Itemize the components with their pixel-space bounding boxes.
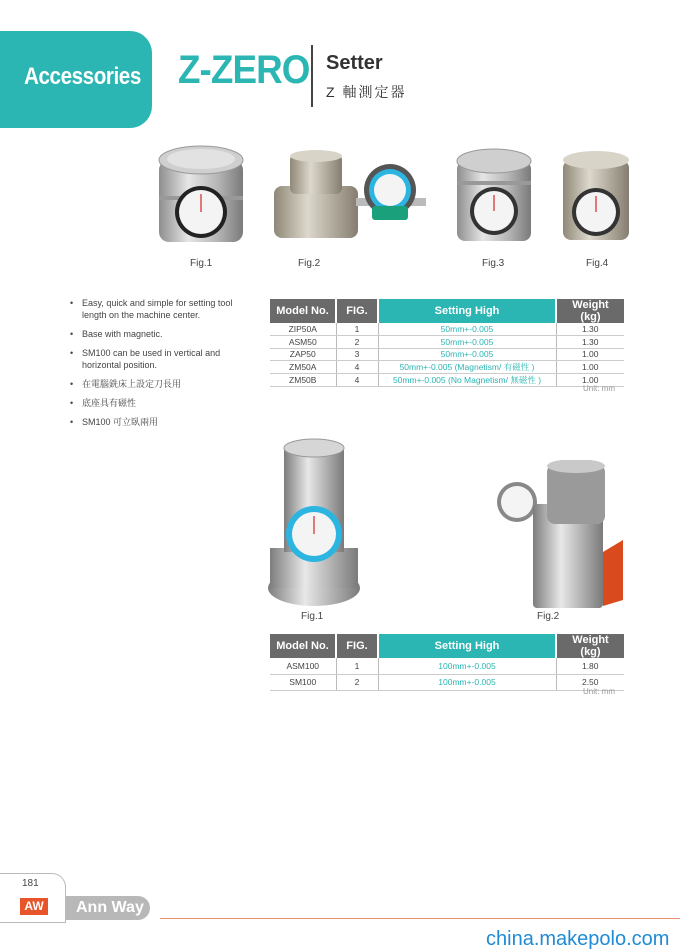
- cell-weight: 1.80: [556, 658, 624, 674]
- section-tab: [0, 31, 152, 128]
- fig-label-top-2: Fig.2: [298, 258, 321, 269]
- product-photo-zm50: [560, 148, 632, 244]
- logo-text: AW: [24, 899, 44, 913]
- page-number: 181: [22, 878, 39, 889]
- watermark: china.makepolo.com: [486, 928, 670, 950]
- page-title: Z-ZERO: [178, 48, 310, 92]
- col-weight: Weight (kg): [556, 299, 624, 323]
- cell-weight: 1.00: [556, 348, 624, 361]
- cell-fig: 1: [336, 323, 378, 336]
- table-header-row: [270, 634, 624, 658]
- cell-weight: 1.30: [556, 336, 624, 349]
- unit-label-2: Unit: mm: [583, 687, 615, 696]
- feature-list: [70, 297, 240, 435]
- section-tab-label: Accessories: [24, 63, 141, 90]
- cell-fig: 2: [336, 674, 378, 690]
- col-setting-high: Setting High: [378, 634, 556, 658]
- spec-table-2: [270, 634, 624, 691]
- footer-rule: [160, 918, 680, 919]
- feature-item: • Base with magnetic.: [70, 328, 240, 340]
- brand-logo: [20, 898, 48, 915]
- cell-weight: 1.00: [556, 374, 624, 387]
- table-row: [270, 674, 624, 690]
- cell-fig: 4: [336, 361, 378, 374]
- cell-setting: 50mm+-0.005 (Magnetism/ 有磁性 ): [378, 361, 556, 374]
- cell-weight: 2.50: [556, 674, 624, 690]
- product-photo-sm100: [495, 460, 625, 608]
- cell-setting: 100mm+-0.005: [378, 658, 556, 674]
- cell-model: ZM50B: [270, 374, 336, 387]
- cell-model: ASM100: [270, 658, 336, 674]
- product-photo-asm100: [266, 438, 362, 610]
- fig-label-top-3: Fig.3: [482, 258, 505, 269]
- fig-label-bottom-1: Fig.1: [301, 611, 324, 622]
- cell-fig: 3: [336, 348, 378, 361]
- cell-model: ZAP50: [270, 348, 336, 361]
- cell-weight: 1.30: [556, 323, 624, 336]
- table-row: [270, 361, 624, 374]
- cell-fig: 2: [336, 336, 378, 349]
- product-photo-asm50: [272, 150, 440, 242]
- cell-model: ZM50A: [270, 361, 336, 374]
- product-photo-zap50: [454, 145, 534, 245]
- cell-fig: 1: [336, 658, 378, 674]
- brand-name: Ann Way: [76, 899, 144, 916]
- product-photo-zip50a: [155, 140, 247, 248]
- cell-fig: 4: [336, 374, 378, 387]
- cell-model: ZIP50A: [270, 323, 336, 336]
- col-setting-high: Setting High: [378, 299, 556, 323]
- subtitle-cn: Z 軸測定器: [326, 84, 407, 100]
- col-fig: FIG.: [336, 634, 378, 658]
- subtitle-en: Setter: [326, 52, 383, 74]
- table-row: [270, 658, 624, 674]
- cell-setting: 100mm+-0.005: [378, 674, 556, 690]
- cell-setting: 50mm+-0.005: [378, 336, 556, 349]
- fig-label-bottom-2: Fig.2: [537, 611, 560, 622]
- table-header-row: [270, 299, 624, 323]
- fig-label-top-4: Fig.4: [586, 258, 609, 269]
- table-row: [270, 374, 624, 387]
- cell-weight: 1.00: [556, 361, 624, 374]
- cell-setting: 50mm+-0.005: [378, 323, 556, 336]
- cell-setting: 50mm+-0.005 (No Magnetism/ 無磁性 ): [378, 374, 556, 387]
- cell-model: SM100: [270, 674, 336, 690]
- table-row: [270, 336, 624, 349]
- feature-item: • 在電腦銑床上設定刀長用: [70, 378, 240, 390]
- feature-item: • 底座具有磁性: [70, 397, 240, 409]
- brand-badge: [66, 896, 150, 920]
- fig-label-top-1: Fig.1: [190, 258, 213, 269]
- cell-setting: 50mm+-0.005: [378, 348, 556, 361]
- spec-table-1: [270, 299, 624, 387]
- feature-item: • Easy, quick and simple for setting tool length on the machine center.: [70, 297, 240, 321]
- col-model: Model No.: [270, 299, 336, 323]
- col-model: Model No.: [270, 634, 336, 658]
- col-fig: FIG.: [336, 299, 378, 323]
- cell-model: ASM50: [270, 336, 336, 349]
- table-row: [270, 348, 624, 361]
- title-divider: [311, 45, 313, 107]
- col-weight: Weight (kg): [556, 634, 624, 658]
- unit-label-1: Unit: mm: [583, 384, 615, 393]
- feature-item: • SM100 可立臥兩用: [70, 416, 240, 428]
- table-row: [270, 323, 624, 336]
- feature-item: • SM100 can be used in vertical and horizontal position.: [70, 347, 240, 371]
